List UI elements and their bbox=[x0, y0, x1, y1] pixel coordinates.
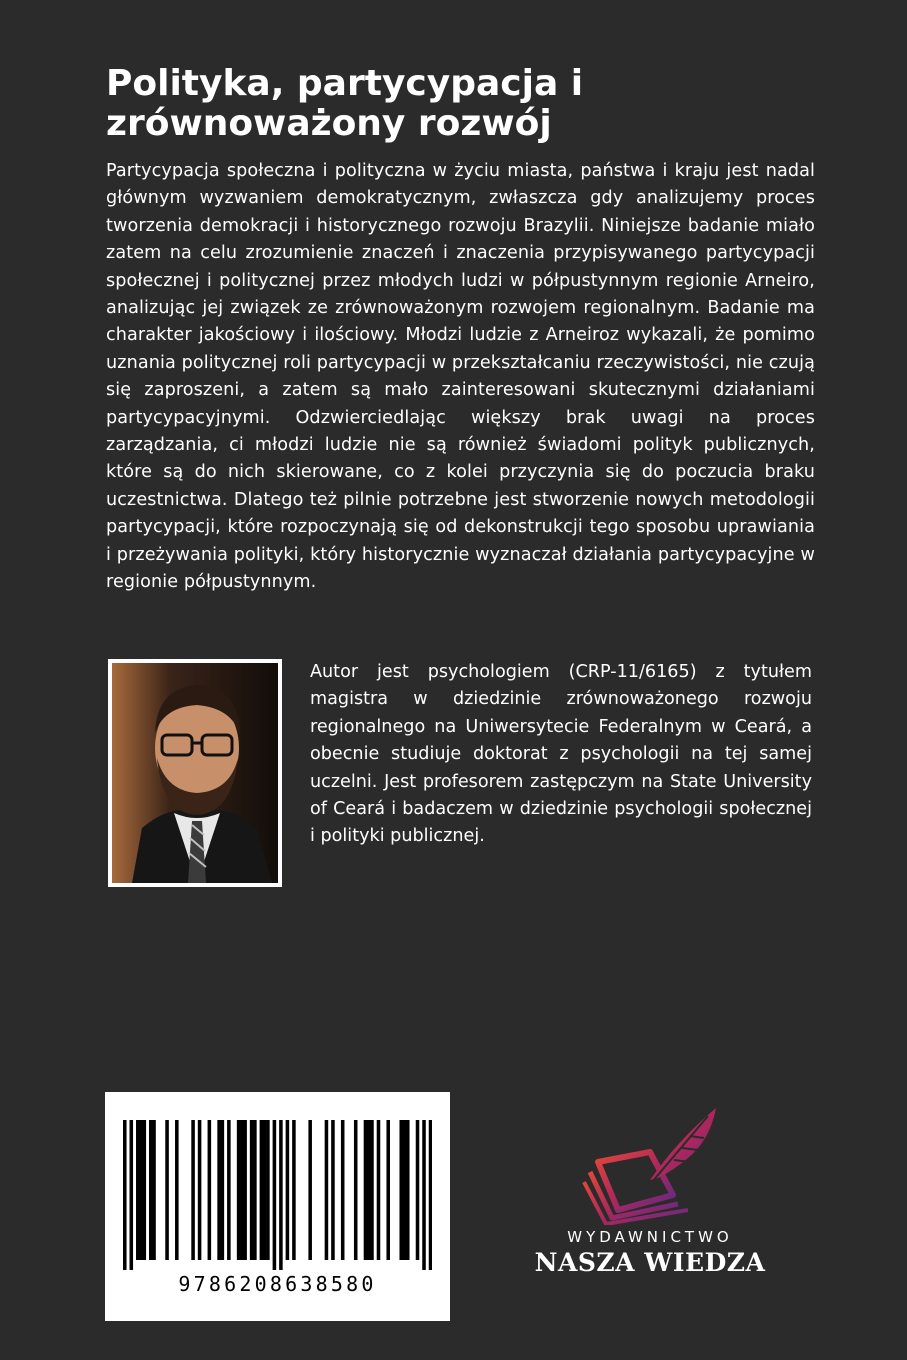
barcode-bar bbox=[325, 1120, 329, 1260]
barcode-bar bbox=[149, 1120, 153, 1260]
barcode-bar bbox=[250, 1120, 254, 1260]
barcode-bar bbox=[175, 1120, 179, 1260]
barcode-bar bbox=[136, 1120, 140, 1260]
barcode-bar bbox=[399, 1120, 403, 1260]
barcode-bar bbox=[123, 1120, 127, 1270]
barcode-bar bbox=[279, 1120, 283, 1270]
barcode-bar bbox=[354, 1120, 358, 1260]
barcode-bar bbox=[237, 1120, 241, 1260]
barcode-bar bbox=[286, 1120, 290, 1260]
barcode-bar bbox=[406, 1120, 410, 1260]
barcode-bar bbox=[341, 1120, 345, 1260]
barcode-bar bbox=[273, 1120, 277, 1270]
isbn-number: 9786208638580 bbox=[178, 1272, 377, 1296]
barcode-bar bbox=[429, 1120, 432, 1270]
publisher-name: NASZA WIEDZA bbox=[534, 1248, 766, 1277]
book-description: Partycypacja społeczna i polityczna w życiu miasta, państwa i kraju jest nadal głównym wyzwaniem demokratycznym, zwłaszcza gdy analizujemy proces tworzenia demokracji i historycznego rozwoju Brazylii. Niniejsze badanie miało zatem na celu zrozumienie znaczeń i znaczenia przypisywanego partycypacji społecznej i politycznej przez młodych ludzi w półpustynnym regionie Arneiro, analizując jej związek ze zrównoważonym rozwojem regionalnym. Badanie ma charakter jakościowy i ilościowy. Młodzi ludzie z Arneiroz wykazali, że pomimo uznania politycznej roli partycypacji w przekształcaniu rzeczywistości, nie czują się zaproszeni, a zatem są mało zainteresowani skutecznymi działaniami partycypacyjnymi. Odzwierciedlając większy brak uwagi na proces zarządzania, ci młodzi ludzie nie są również świadomi polityk publicznych, które są do nich skierowane, co z kolei przyczynia się do poczucia braku uczestnictwa. Dlatego też pilnie potrzebne jest stworzenie nowych metodologii partycypacji, które rozpoczynają się od dekonstrukcji tego sposobu uprawiania i przeżywania polityki, który historycznie wyznaczał działania partycypacyjne w regionie półpustynnym. bbox=[106, 161, 815, 593]
barcode-bar bbox=[263, 1120, 267, 1260]
barcode-bar bbox=[292, 1120, 296, 1260]
barcode-bar bbox=[266, 1120, 270, 1260]
publisher-logo bbox=[530, 1100, 770, 1290]
barcode-bar bbox=[253, 1120, 257, 1260]
barcode-bar bbox=[208, 1120, 212, 1260]
barcode-bar bbox=[139, 1120, 143, 1260]
barcode-bar bbox=[143, 1120, 147, 1260]
barcode-bar bbox=[331, 1120, 335, 1260]
barcode-bar bbox=[217, 1120, 221, 1260]
barcode-bar bbox=[152, 1120, 156, 1260]
author-photo bbox=[108, 659, 282, 887]
barcode-bar bbox=[165, 1120, 169, 1260]
barcode-bar bbox=[221, 1120, 225, 1260]
barcode-bar bbox=[403, 1120, 407, 1260]
book-title bbox=[106, 64, 826, 144]
barcode-bar bbox=[240, 1120, 244, 1260]
barcode-bar bbox=[130, 1120, 134, 1270]
barcode-bar bbox=[198, 1120, 202, 1260]
barcode-bars bbox=[123, 1120, 432, 1270]
author-portrait-image bbox=[112, 663, 278, 883]
barcode-bar bbox=[422, 1120, 426, 1270]
book-title-line-1: Polityka, partycypacja i bbox=[106, 63, 584, 104]
barcode-bar bbox=[377, 1120, 381, 1260]
quill-book-icon bbox=[578, 1100, 728, 1225]
barcode-bar bbox=[416, 1120, 420, 1260]
publisher-subtitle: WYDAWNICTWO bbox=[567, 1228, 733, 1246]
barcode-bar bbox=[370, 1120, 374, 1260]
barcode-bar bbox=[243, 1120, 247, 1260]
isbn-barcode bbox=[105, 1092, 450, 1321]
barcode-bar bbox=[364, 1120, 368, 1260]
barcode-bar bbox=[308, 1120, 312, 1260]
barcode-bar bbox=[367, 1120, 371, 1260]
book-title-line-2: zrównoważony rozwój bbox=[106, 103, 552, 144]
author-bio: Autor jest psychologiem (CRP-11/6165) z tytułem magistra w dziedzinie zrównoważonego rozwoju regionalnego na Uniwersytecie Federalnym w Ceará, a obecnie studiuje doktorat z psychologii na tej samej uczelni. Jest profesorem zastępczym na State University of Ceará i badaczem w dziedzinie psychologii społecznej i polityki publicznej. bbox=[310, 662, 812, 847]
barcode-bar bbox=[386, 1120, 390, 1260]
barcode-bar bbox=[227, 1120, 231, 1260]
barcode-bar bbox=[260, 1120, 264, 1260]
barcode-bar bbox=[191, 1120, 195, 1260]
